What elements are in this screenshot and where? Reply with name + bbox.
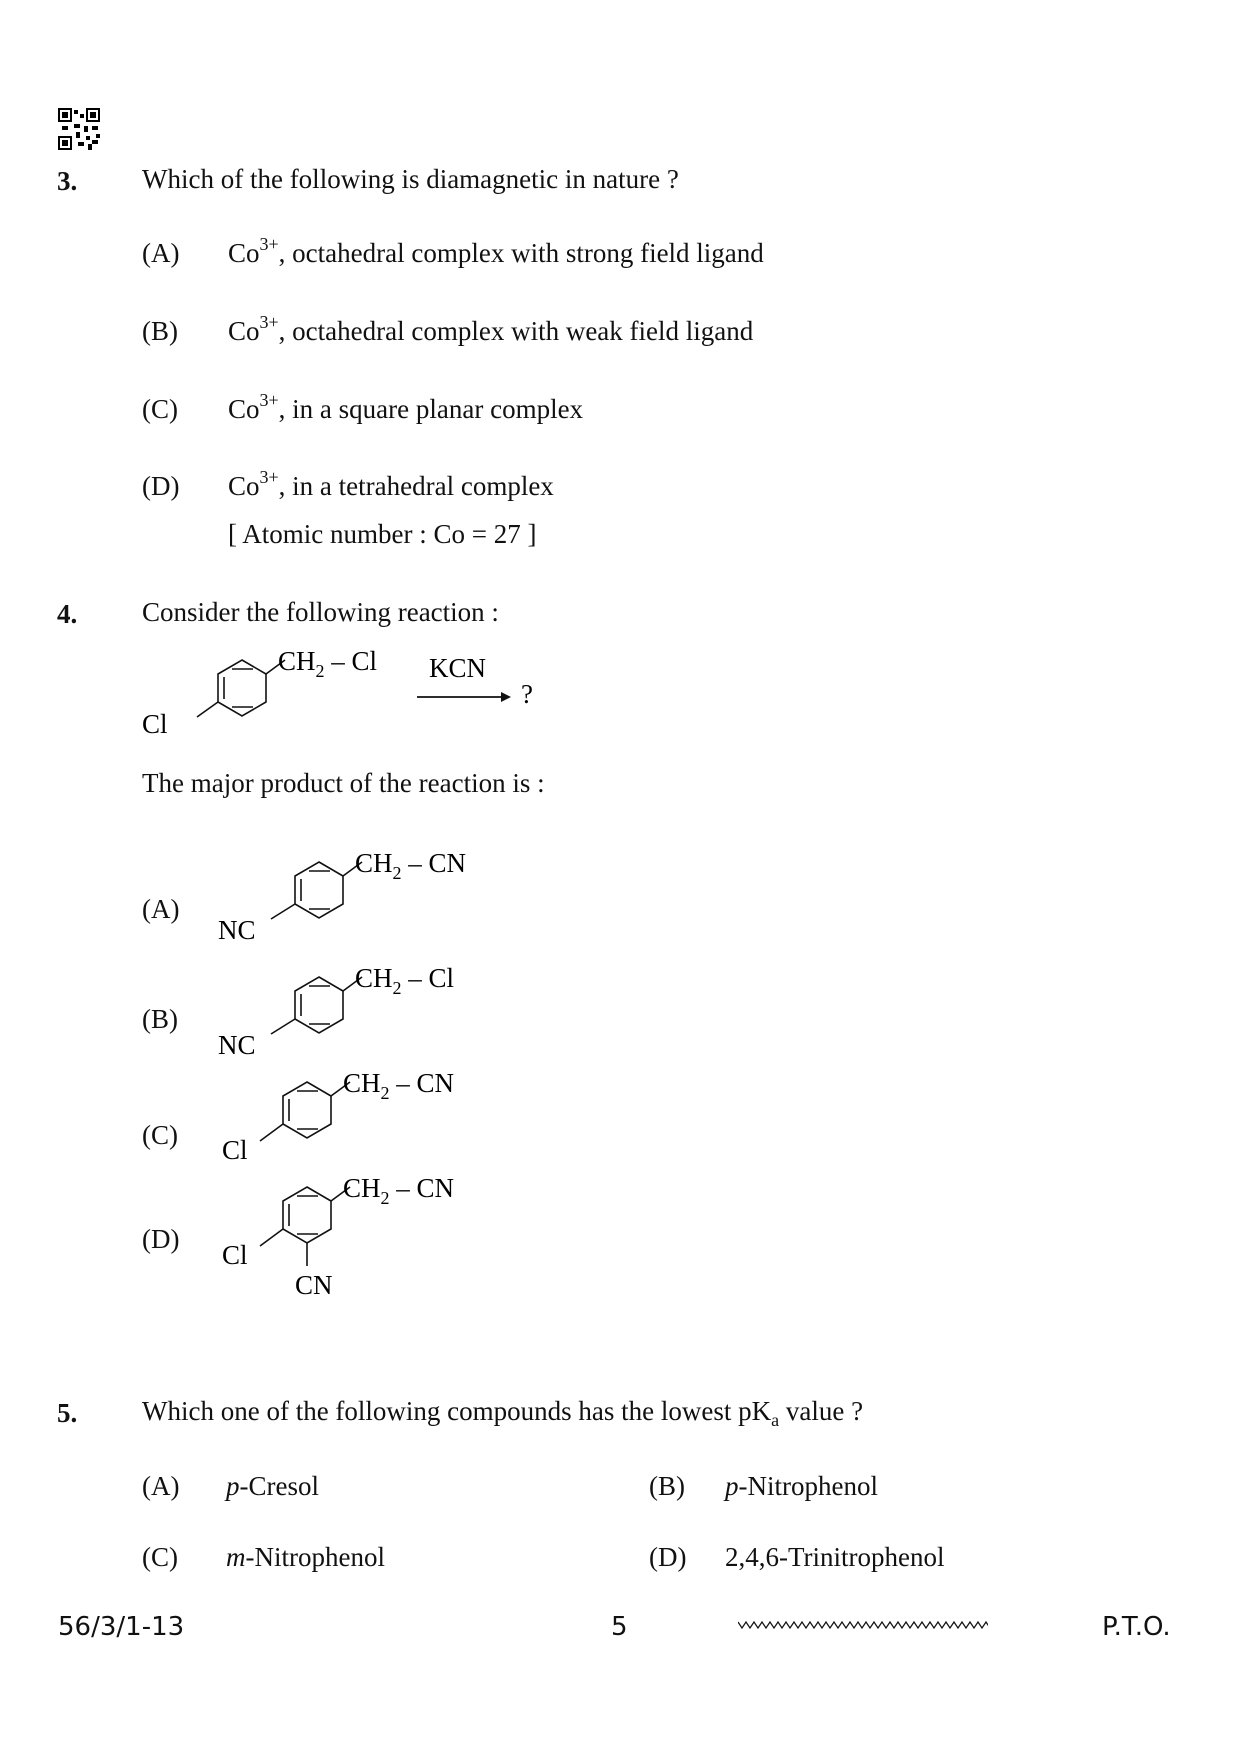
please-turn-over: P.T.O. [1102,1612,1171,1642]
svg-text:NC: NC [218,1030,256,1060]
svg-text:NC: NC [218,915,256,945]
unknown-product-mark: ? [521,679,533,709]
reactant-ring-substituent: Cl [142,709,168,739]
q5-option-c-label: (C) [142,1542,178,1572]
decorative-wave-line [738,1617,988,1631]
reaction-arrow [417,692,511,702]
q5-option-c-text: m-Nitrophenol [226,1542,385,1572]
q3-option-c-label: (C) [142,394,178,424]
q5-option-b-label: (B) [649,1471,685,1501]
q3-option-a-label: (A) [142,238,180,268]
svg-text:Cl: Cl [222,1135,248,1165]
q3-option-b-label: (B) [142,316,178,346]
q4-option-d-structure [215,1170,515,1310]
question-3-text: Which of the following is diamagnetic in nature ? [142,164,679,194]
question-5-number: 5. [57,1398,78,1428]
question-4-text: Consider the following reaction : [142,597,499,627]
q5-option-d-text: 2,4,6-Trinitrophenol [725,1542,945,1572]
qr-code [58,108,100,150]
q3-option-d-label: (D) [142,471,180,501]
q3-option-b-text: $Co^{3+}$, octahedral complex with weak field ligand [228,312,754,346]
q5-option-b-text: p-Nitrophenol [725,1471,878,1501]
question-5-text: Which one of the following compounds has the lowest $pK_a$ value ? [142,1396,864,1430]
q4-option-a-label: (A) [142,894,180,924]
svg-text:CH2 – CN: $CH_2$ – CN [355,848,467,883]
q4-reactant-structure [135,642,555,747]
q4-option-d-label: (D) [142,1224,180,1254]
q4-option-a-structure [215,845,515,945]
question-3-number: 3. [57,166,78,196]
q3-option-d-text: $Co^{3+}$, in a tetrahedral complex [228,467,554,501]
svg-text:Cl: Cl [222,1240,248,1270]
question-4-number: 4. [57,599,78,629]
page-number: 5 [611,1612,628,1642]
svg-text:CH2 – CN: $CH_2$ – CN [343,1068,455,1103]
q5-option-d-label: (D) [649,1542,687,1572]
q3-atomic-number-note: [ Atomic number : Co = 27 ] [228,519,537,549]
q5-option-a-text: p-Cresol [226,1471,319,1501]
svg-text:CH2 – Cl: $CH_2$ – Cl [355,963,455,998]
q5-option-a-label: (A) [142,1471,180,1501]
q4-option-c-label: (C) [142,1120,178,1150]
q4-option-b-label: (B) [142,1004,178,1034]
q4-option-b-structure [215,960,515,1060]
reagent-label: KCN [429,653,487,683]
q4-prompt: The major product of the reaction is : [142,768,545,798]
svg-text:CH2 – CN: $CH_2$ – CN [343,1173,455,1208]
q3-option-a-text: $Co^{3+}$, octahedral complex with strong field ligand [228,234,764,268]
q3-option-c-text: $Co^{3+}$, in a square planar complex [228,390,584,424]
reactant-top-group: $CH_2$ – Cl [278,646,378,681]
svg-text:CN: CN [295,1270,333,1300]
paper-code: 56/3/1-13 [58,1612,185,1642]
q4-option-c-structure [215,1065,515,1165]
